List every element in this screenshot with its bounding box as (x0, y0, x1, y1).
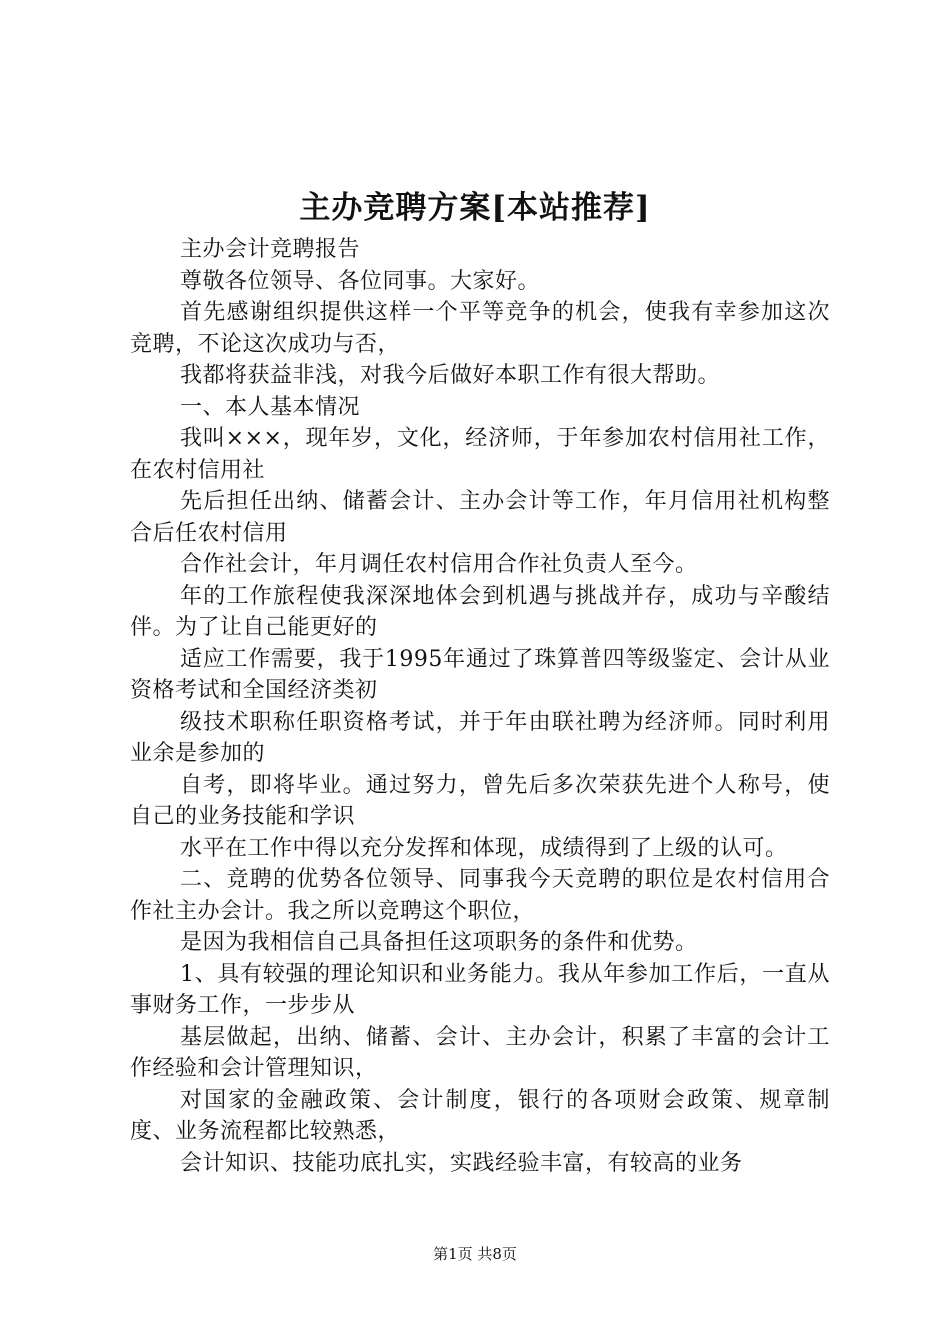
paragraph: 对国家的金融政策、会计制度，银行的各项财会政策、规章制度、业务流程都比较熟悉， (130, 1087, 830, 1144)
paragraph: 自考，即将毕业。通过努力，曾先后多次荣获先进个人称号，使自己的业务技能和学识 (130, 772, 830, 829)
paragraph: 尊敬各位领导、各位同事。大家好。 (180, 268, 541, 294)
paragraph: 基层做起，出纳、储蓄、会计、主办会计，积累了丰富的会计工作经验和会计管理知识， (130, 1024, 830, 1081)
paragraph: 主办会计竞聘报告 (180, 237, 361, 262)
paragraph: 我叫×××，现年岁，文化，经济师，于年参加农村信用社工作，在农村信用社 (130, 426, 830, 483)
paragraph: 合作社会计，年月调任农村信用合作社负责人至今。 (180, 552, 698, 577)
paragraph: 我都将获益非浅，对我今后做好本职工作有很大帮助。 (180, 363, 721, 388)
paragraph: 水平在工作中得以充分发挥和体现，成绩得到了上级的认可。 (180, 835, 788, 861)
document-title: 主办竞聘方案[本站推荐] (299, 190, 651, 226)
page-footer: 第1页 共8页 (433, 1245, 517, 1263)
paragraph: 适应工作需要，我于1995年通过了珠算普四等级鉴定、会计从业资格考试和全国经济类初 (130, 646, 830, 703)
paragraph: 会计知识、技能功底扎实，实践经验丰富，有较高的业务 (180, 1150, 743, 1176)
paragraph: 先后担任出纳、储蓄会计、主办会计等工作，年月信用社机构整合后任农村信用 (130, 489, 830, 546)
paragraph: 级技术职称任职资格考试，并于年由联社聘为经济师。同时利用业余是参加的 (130, 709, 830, 766)
paragraph: 1、具有较强的理论知识和业务能力。我从年参加工作后，一直从事财务工作，一步步从 (130, 961, 830, 1018)
paragraph: 是因为我相信自己具备担任这项职务的条件和优势。 (180, 930, 698, 955)
paragraph: 首先感谢组织提供这样一个平等竞争的机会，使我有幸参加这次竞聘，不论这次成功与否， (130, 300, 830, 357)
document-body (130, 234, 830, 1179)
paragraph: 一、本人基本情况 (180, 394, 361, 420)
paragraph: 年的工作旅程使我深深地体会到机遇与挑战并存，成功与辛酸结伴。为了让自己能更好的 (130, 583, 830, 640)
paragraph: 二、竞聘的优势各位领导、同事我今天竞聘的职位是农村信用合作社主办会计。我之所以竞聘这个职位， (130, 867, 830, 924)
